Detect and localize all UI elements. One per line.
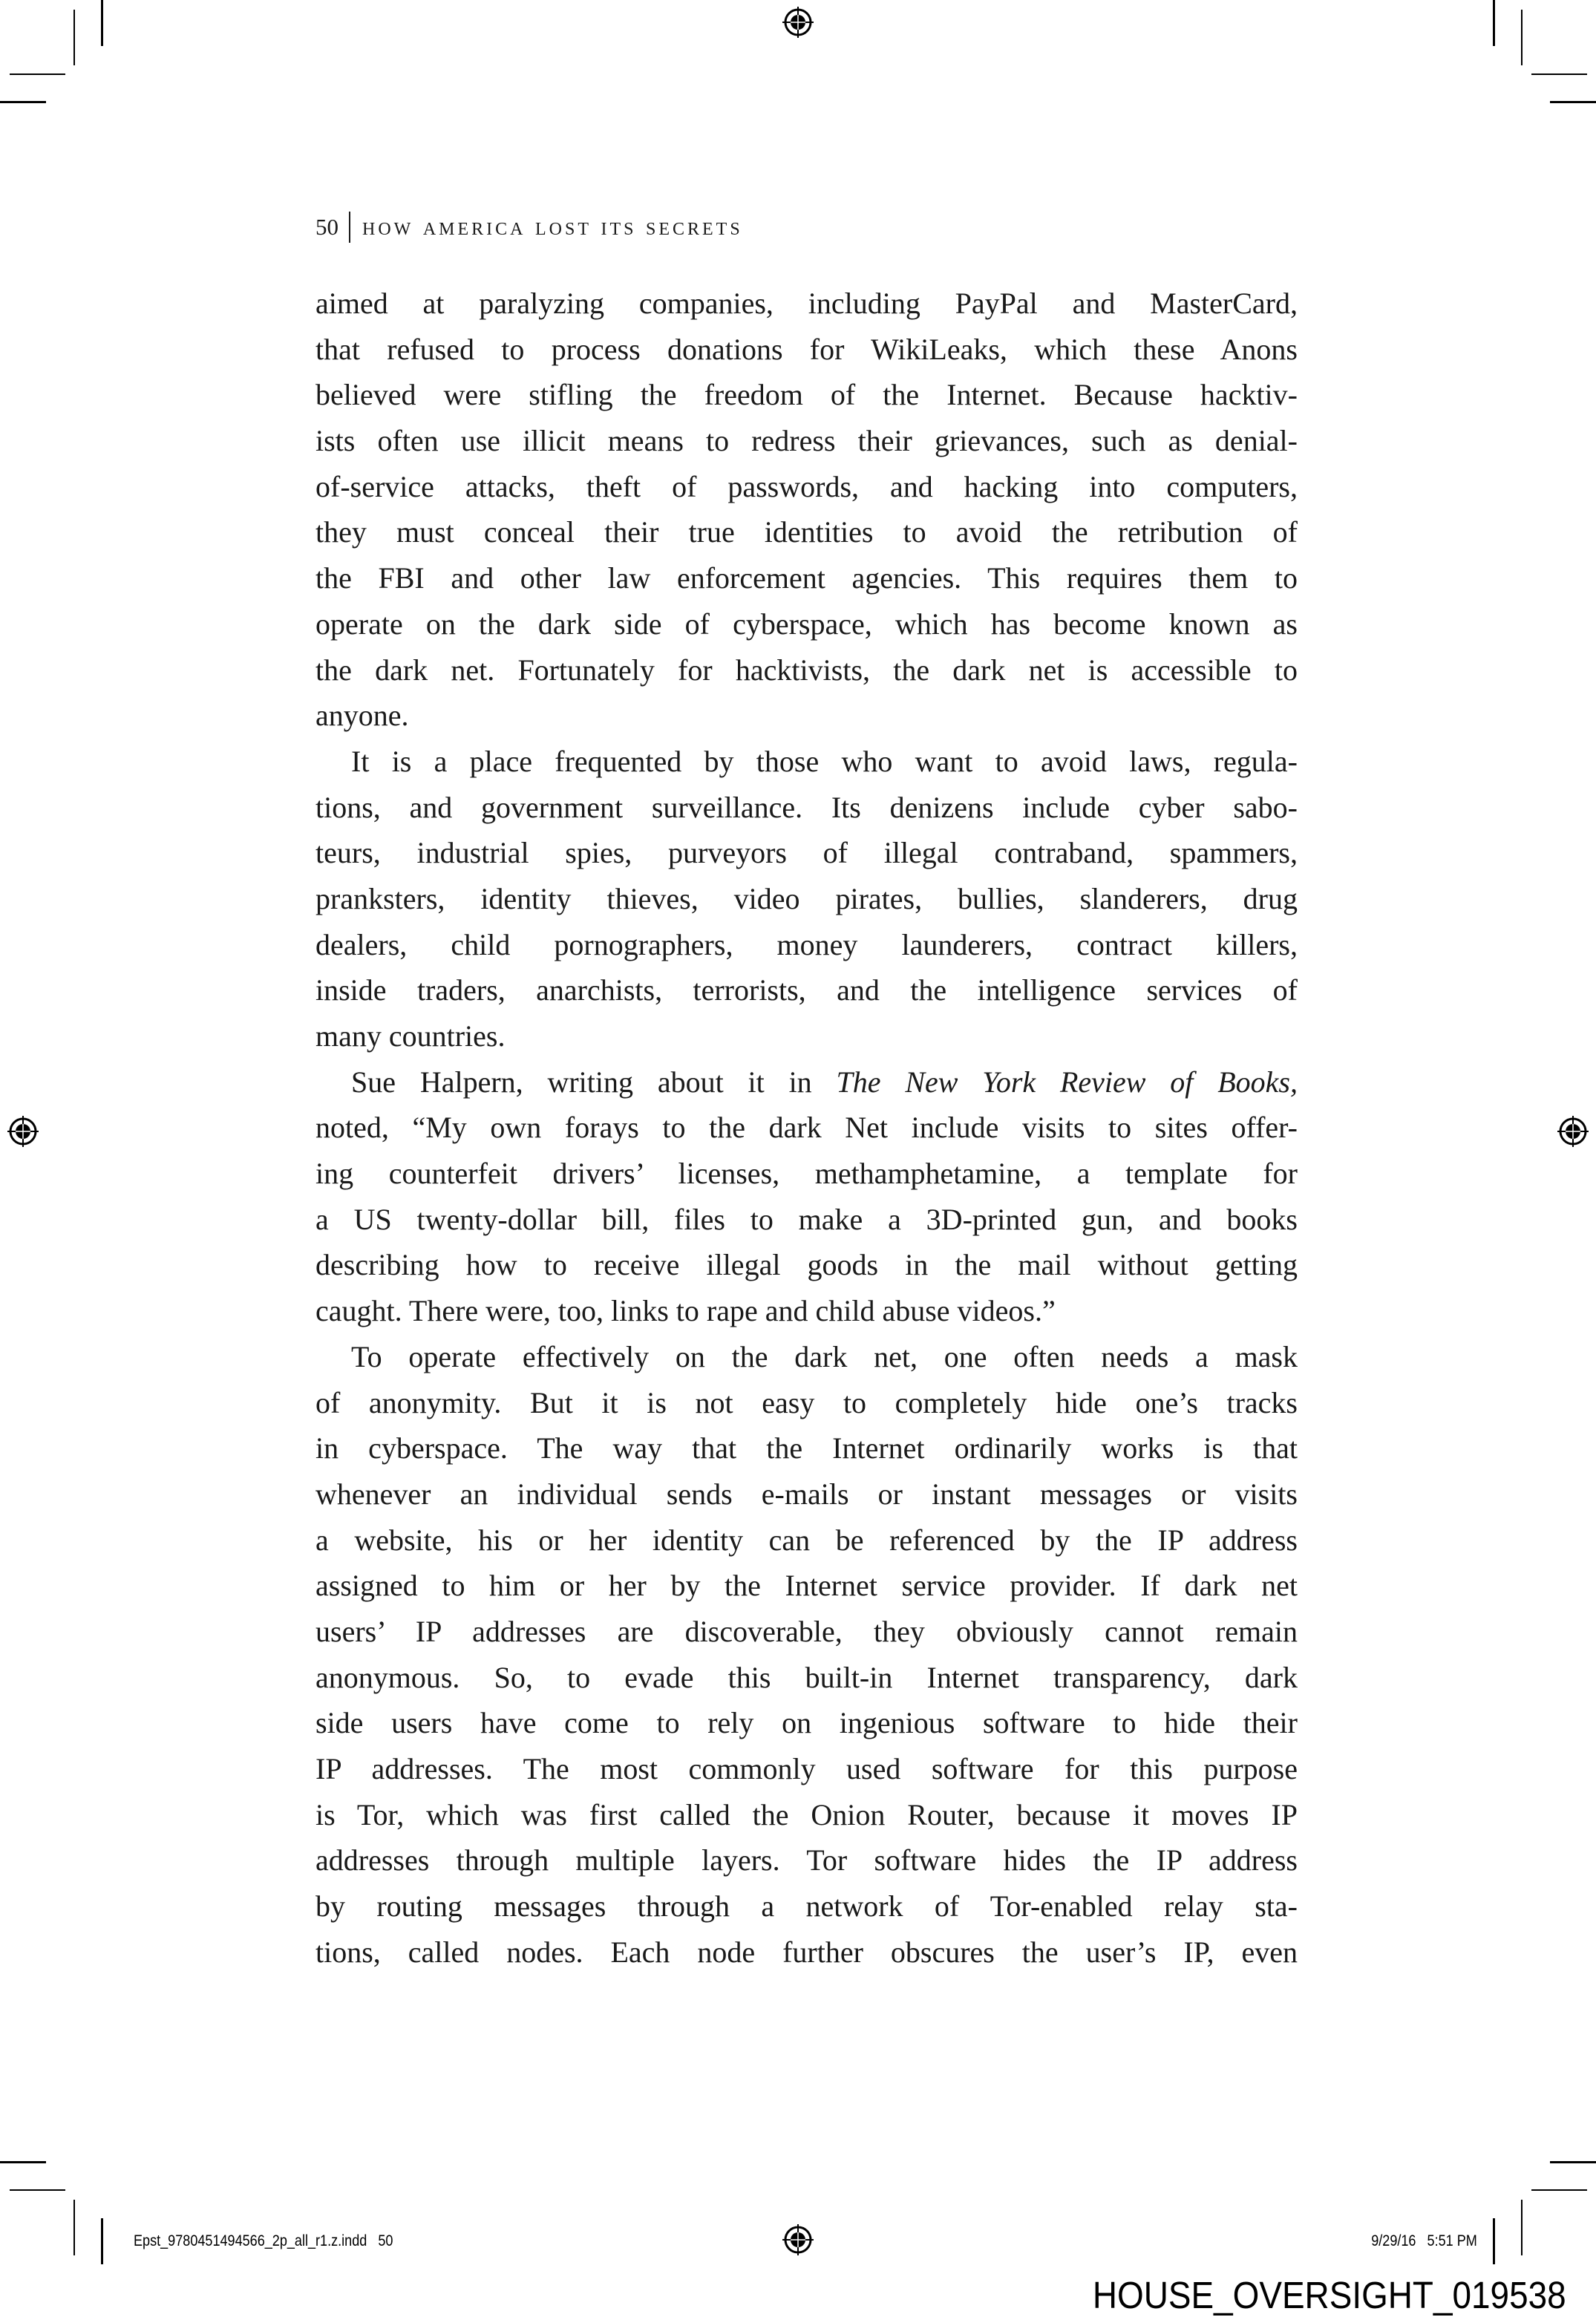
text-line: whenever an individual sends e-mails or instant messages or visits <box>315 1477 1298 1511</box>
text-line: teurs, industrial spies, purveyors of illegal contraband, spammers, <box>315 836 1298 870</box>
book-title: how america lost its secrets <box>362 213 743 241</box>
slug-date: 9/29/16 <box>1371 2232 1416 2249</box>
text-line: is Tor, which was first called the Onion Router, because it moves IP <box>315 1797 1298 1831</box>
text-line: by routing messages through a network of Tor-enabled relay sta- <box>315 1889 1298 1924</box>
text-line: believed were stifling the freedom of the Internet. Because hacktiv- <box>315 378 1298 412</box>
page-number: 50 <box>315 214 339 240</box>
text-line: in cyberspace. The way that the Internet ordinarily works is that <box>315 1431 1298 1465</box>
slug-timestamp <box>1371 2232 1477 2250</box>
slug-page: 50 <box>378 2232 393 2249</box>
crop-mark-bottom-left-v-outer <box>101 2218 103 2264</box>
registration-target-icon <box>1557 1115 1589 1148</box>
crop-mark-top-left-v-outer <box>101 0 103 46</box>
crop-mark-bottom-left-v-inner <box>73 2200 75 2255</box>
text-line: ing counterfeit drivers’ licenses, methamphetamine, a template for <box>315 1157 1298 1191</box>
text-line: caught. There were, too, links to rape and child abuse videos.” <box>315 1294 1056 1328</box>
text-line: assigned to him or her by the Internet service provider. If dark net <box>315 1569 1298 1603</box>
text-line: anonymous. So, to evade this built-in Internet transparency, dark <box>315 1660 1298 1694</box>
text-line: a website, his or her identity can be referenced by the IP address <box>315 1523 1298 1557</box>
slug-file-info <box>134 2232 393 2250</box>
running-head <box>315 211 743 244</box>
crop-mark-top-right-v-outer <box>1493 0 1495 46</box>
text-run: Sue Halpern, writing about it in <box>351 1065 837 1099</box>
crop-mark-bottom-right-v-inner <box>1521 2200 1523 2255</box>
text-line: aimed at paralyzing companies, including PayPal and MasterCard, <box>315 287 1298 320</box>
text-line: It is a place frequented by those who want to avoid laws, regula- <box>351 744 1298 778</box>
crop-mark-top-left-h-inner <box>10 73 65 75</box>
text-line: describing how to receive illegal goods in the mail without getting <box>315 1248 1298 1282</box>
text-line: a US twenty-dollar bill, files to make a 3D-printed gun, and books <box>315 1202 1298 1236</box>
crop-mark-top-left-v-inner <box>73 10 75 65</box>
text-line: pranksters, identity thieves, video pirates, bullies, slanderers, drug <box>315 881 1298 915</box>
text-line: operate on the dark side of cyberspace, which has become known as <box>315 607 1298 641</box>
text-line: the dark net. Fortunately for hacktivists, the dark net is accessible to <box>315 653 1298 687</box>
registration-target-icon <box>782 6 814 39</box>
text-line: ists often use illicit means to redress their grievances, such as denial- <box>315 424 1298 458</box>
text-line: noted, “My own forays to the dark Net include visits to sites offer- <box>315 1111 1298 1145</box>
text-line: addresses through multiple layers. Tor software hides the IP address <box>315 1843 1298 1878</box>
text-line: many countries. <box>315 1019 506 1053</box>
text-line: tions, and government surveillance. Its denizens include cyber sabo- <box>315 790 1298 824</box>
crop-mark-bottom-right-h-outer <box>1550 2161 1596 2163</box>
text-line: the FBI and other law enforcement agencies. This requires them to <box>315 561 1298 595</box>
text-line: dealers, child pornographers, money launderers, contract killers, <box>315 927 1298 961</box>
crop-mark-bottom-left-h-inner <box>10 2189 65 2191</box>
registration-target-icon <box>782 2223 814 2256</box>
crop-mark-top-right-h-inner <box>1531 73 1587 75</box>
crop-mark-bottom-right-h-inner <box>1531 2189 1587 2191</box>
body-text <box>315 281 1298 1975</box>
text-line: To operate effectively on the dark net, one often needs a mask <box>351 1339 1298 1373</box>
text-line: they must conceal their true identities to avoid the retribution of <box>315 515 1298 549</box>
crop-mark-bottom-right-v-outer <box>1493 2218 1495 2264</box>
paragraph <box>315 281 1298 739</box>
text-line: inside traders, anarchists, terrorists, and the intelligence services of <box>315 973 1298 1007</box>
text-line <box>315 1059 1298 1105</box>
text-line: side users have come to rely on ingenious software to hide their <box>315 1706 1298 1740</box>
text-line: that refused to process donations for WikiLeaks, which these Anons <box>315 332 1298 366</box>
slug-time: 5:51 PM <box>1427 2232 1477 2249</box>
crop-mark-top-left-h-outer <box>0 101 46 103</box>
registration-target-icon <box>7 1115 39 1148</box>
text-line: of-service attacks, theft of passwords, and hacking into computers, <box>315 469 1298 503</box>
paragraph <box>315 739 1298 1059</box>
paragraph <box>315 1059 1298 1334</box>
text-line: users’ IP addresses are discoverable, they obviously cannot remain <box>315 1614 1298 1648</box>
crop-mark-bottom-left-h-outer <box>0 2161 46 2163</box>
paragraph <box>315 1334 1298 1976</box>
text-line: IP addresses. The most commonly used software for this purpose <box>315 1752 1298 1785</box>
text-line: anyone. <box>315 699 409 733</box>
running-head-divider <box>349 212 350 243</box>
crop-mark-top-right-v-inner <box>1521 10 1523 65</box>
bates-number: HOUSE_OVERSIGHT_019538 <box>1093 2274 1566 2316</box>
publication-title: The New York Review of Books, <box>836 1065 1298 1099</box>
slug-file-name: Epst_9780451494566_2p_all_r1.z.indd <box>134 2232 367 2249</box>
crop-mark-top-right-h-outer <box>1550 101 1596 103</box>
text-line: tions, called nodes. Each node further obscures the user’s IP, even <box>315 1935 1298 1969</box>
text-line: of anonymity. But it is not easy to completely hide one’s tracks <box>315 1385 1298 1419</box>
